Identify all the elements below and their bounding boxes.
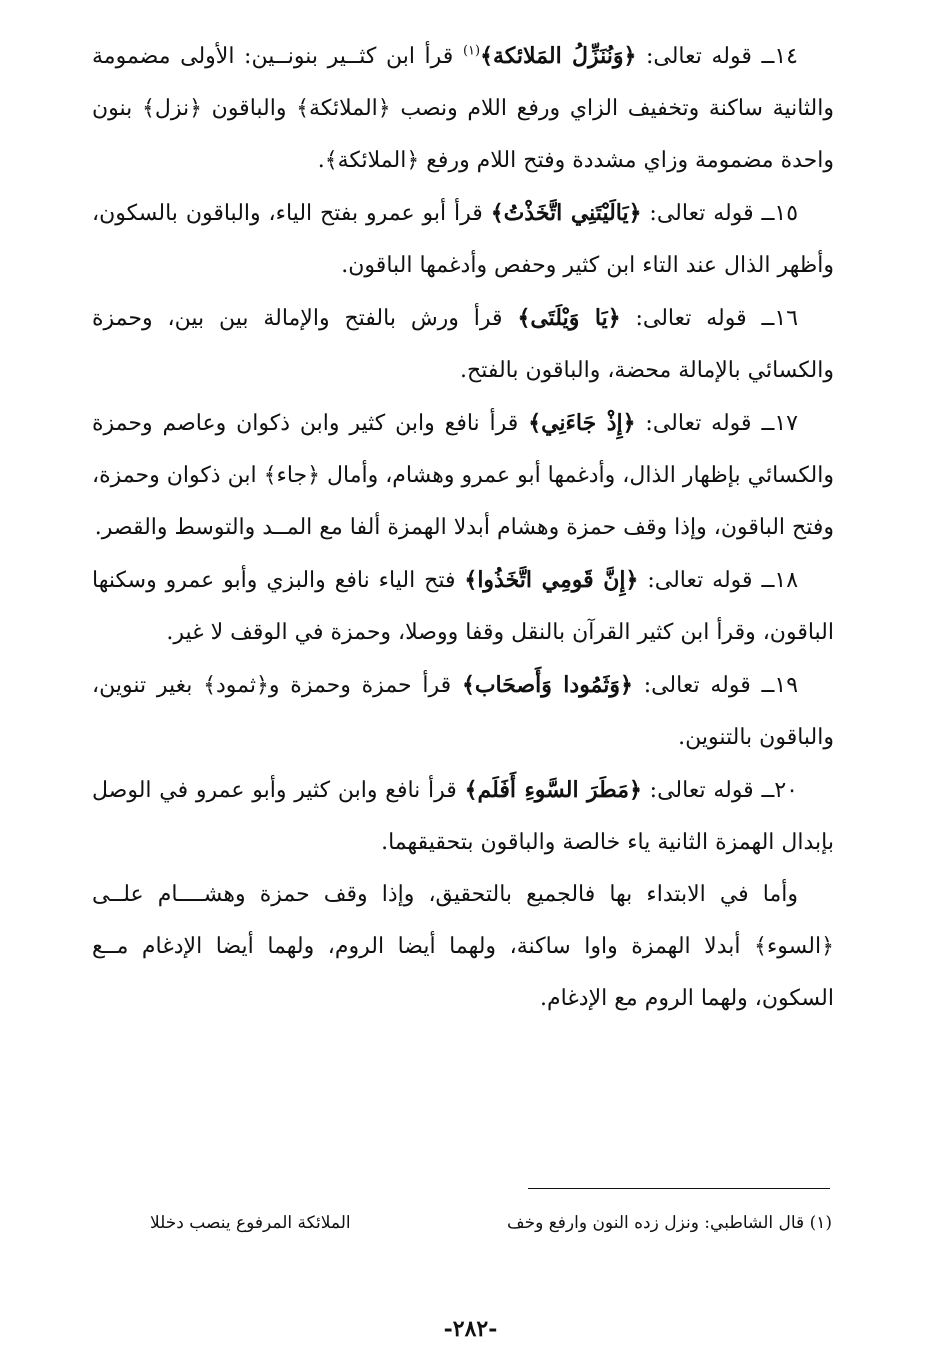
entry-number: ١٦ــ [761, 306, 799, 331]
entry-lead: قوله تعالى: [649, 778, 754, 803]
entry-number: ١٥ــ [761, 201, 799, 226]
entry-lead: قوله تعالى: [649, 201, 754, 226]
footnote-first-hemistich: (١) قال الشاطبي: ونزل زده النون وارفع وخف [507, 1213, 832, 1233]
entry-number: ١٧ــ [761, 411, 798, 436]
closing-paragraph: وأما في الابتداء بها فالجميع بالتحقيق، وإذا وقف حمزة وهشــــام علــى ﴿السوء﴾ أبدلا الهمزة واوا ساكنة، ولهما أيضا الروم، ولهما أيضا الإدغام مــع السكون، ولهما الروم مع الإدغام. [92, 882, 834, 1011]
entry-15 [92, 187, 834, 292]
entry-19 [92, 659, 834, 764]
entry-20 [92, 764, 834, 869]
quranic-word: ﴿مَطَرَ السَّوءِ أَفَلَم﴾ [464, 777, 642, 803]
footnote-separator [528, 1188, 830, 1189]
entry-lead: قوله تعالى: [635, 306, 747, 331]
entry-text: قرأ أبو عمرو بفتح الياء، والباقون بالسكون، وأظهر الذال عند التاء ابن كثير وحفص وأدغمها الباقون. [92, 201, 834, 278]
footnote-second-hemistich: الملائكة المرفوع ينصب دخللا [150, 1213, 351, 1233]
quranic-word: ﴿وَنُنَزِّلُ المَلائكة﴾ [480, 43, 637, 69]
quranic-word: ﴿وَثَمُودا وَأَصحَاب﴾ [461, 672, 633, 698]
entry-number: ٢٠ــ [761, 778, 798, 803]
entry-17 [92, 397, 834, 554]
entry-number: ١٨ــ [761, 568, 799, 593]
entry-text: قرأ نافع وابن كثير وابن ذكوان وعاصم وحمزة والكسائي بإظهار الذال، وأدغمها أبو عمرو وهشام، وأمال ﴿جاء﴾ ابن ذكوان وحمزة، وفتح الباقون، وإذا وقف حمزة وهشام أبدلا الهمزة ألفا مع المــد والتوسط والقصر. [92, 411, 834, 540]
entry-14 [92, 30, 834, 187]
entry-number: ١٩ــ [761, 673, 799, 698]
entry-18 [92, 554, 834, 659]
entry-16 [92, 292, 834, 397]
entry-lead: قوله تعالى: [643, 673, 751, 698]
page-number: -٢٨٢- [443, 1316, 498, 1342]
quranic-word: ﴿يَالَيْتَنِي اتَّخَذْتُ﴾ [490, 200, 642, 226]
footnote [150, 1208, 832, 1238]
footnote-reference: (١) [462, 43, 481, 59]
quranic-word: ﴿يَا وَيْلَتَى﴾ [517, 305, 621, 331]
entry-text: قرأ نافع وابن كثير وأبو عمرو في الوصل بإبدال الهمزة الثانية ياء خالصة والباقون بتحقيقهما. [92, 778, 834, 855]
entry-text: قرأ ابن كثــير بنونــين: الأولى مضمومة والثانية ساكنة وتخفيف الزاي ورفع اللام ونصب ﴿الملائكة﴾ والباقون ﴿نزل﴾ بنون واحدة مضمومة وزاي مشددة وفتح اللام ورفع ﴿الملائكة﴾. [92, 44, 834, 173]
entry-number: ١٤ــ [761, 44, 798, 69]
entry-lead: قوله تعالى: [645, 411, 752, 436]
entry-lead: قوله تعالى: [645, 44, 752, 69]
entry-text: قرأ ورش بالفتح والإمالة بين بين، وحمزة والكسائي بالإمالة محضة، والباقون بالفتح. [92, 306, 834, 383]
entry-lead: قوله تعالى: [647, 568, 753, 593]
entry-text: قرأ حمزة وحمزة و﴿ثمود﴾ بغير تنوين، والباقون بالتنوين. [92, 673, 834, 750]
quranic-word: ﴿إِنَّ قَومِي اتَّخَذُوا﴾ [464, 567, 639, 593]
entry-text: فتح الياء نافع والبزي وأبو عمرو وسكنها الباقون، وقرأ ابن كثير القرآن بالنقل وقفا ووصلا، وحمزة في الوقف لا غير. [92, 568, 834, 645]
quranic-word: ﴿إِذْ جَاءَنِي﴾ [528, 410, 636, 436]
main-text [92, 30, 834, 1025]
